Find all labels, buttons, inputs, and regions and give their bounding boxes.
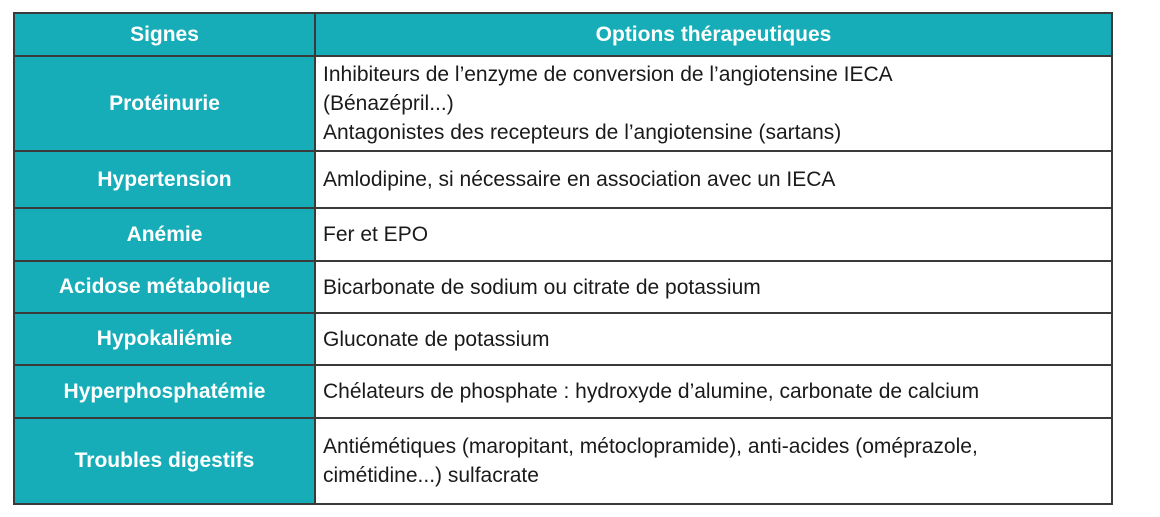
options-cell — [315, 313, 1112, 365]
option-line: (Bénazépril...) — [323, 92, 454, 115]
option-line: Chélateurs de phosphate : hydroxyde d’alumine, carbonate de calcium — [323, 380, 980, 403]
options-cell — [315, 365, 1112, 418]
sign-cell: Hypertension — [14, 151, 315, 208]
header-row — [14, 13, 1112, 56]
sign-cell: Acidose métabolique — [14, 261, 315, 313]
table-row — [14, 151, 1112, 208]
table-row — [14, 261, 1112, 313]
options-cell — [315, 151, 1112, 208]
sign-cell: Hyperphosphatémie — [14, 365, 315, 418]
table-row — [14, 365, 1112, 418]
option-line: Antiémétiques (maropitant, métoclopramide), anti-acides (oméprazole, — [323, 435, 978, 458]
table-row — [14, 418, 1112, 504]
option-line: Amlodipine, si nécessaire en association avec un IECA — [323, 168, 836, 191]
option-line: Bicarbonate de sodium ou citrate de potassium — [323, 275, 761, 299]
option-line: Fer et EPO — [323, 223, 429, 246]
sign-cell: Protéinurie — [14, 56, 315, 151]
table-row — [14, 208, 1112, 261]
sign-cell: Hypokaliémie — [14, 313, 315, 365]
options-cell — [315, 418, 1112, 504]
header-options: Options thérapeutiques — [315, 13, 1112, 56]
options-cell — [315, 261, 1112, 313]
option-line: Inhibiteurs de l’enzyme de conversion de l’angiotensine IECA — [323, 63, 893, 86]
option-line: Gluconate de potassium — [323, 327, 550, 351]
sign-cell: Troubles digestifs — [14, 418, 315, 504]
therapy-table — [13, 12, 1113, 505]
sign-cell: Anémie — [14, 208, 315, 261]
option-line: cimétidine...) sulfacrate — [323, 464, 539, 487]
table-row — [14, 56, 1112, 151]
option-line: Antagonistes des recepteurs de l’angiotensine (sartans) — [323, 121, 842, 144]
header-signes: Signes — [14, 13, 315, 56]
options-cell — [315, 56, 1112, 151]
options-cell — [315, 208, 1112, 261]
table-row — [14, 313, 1112, 365]
